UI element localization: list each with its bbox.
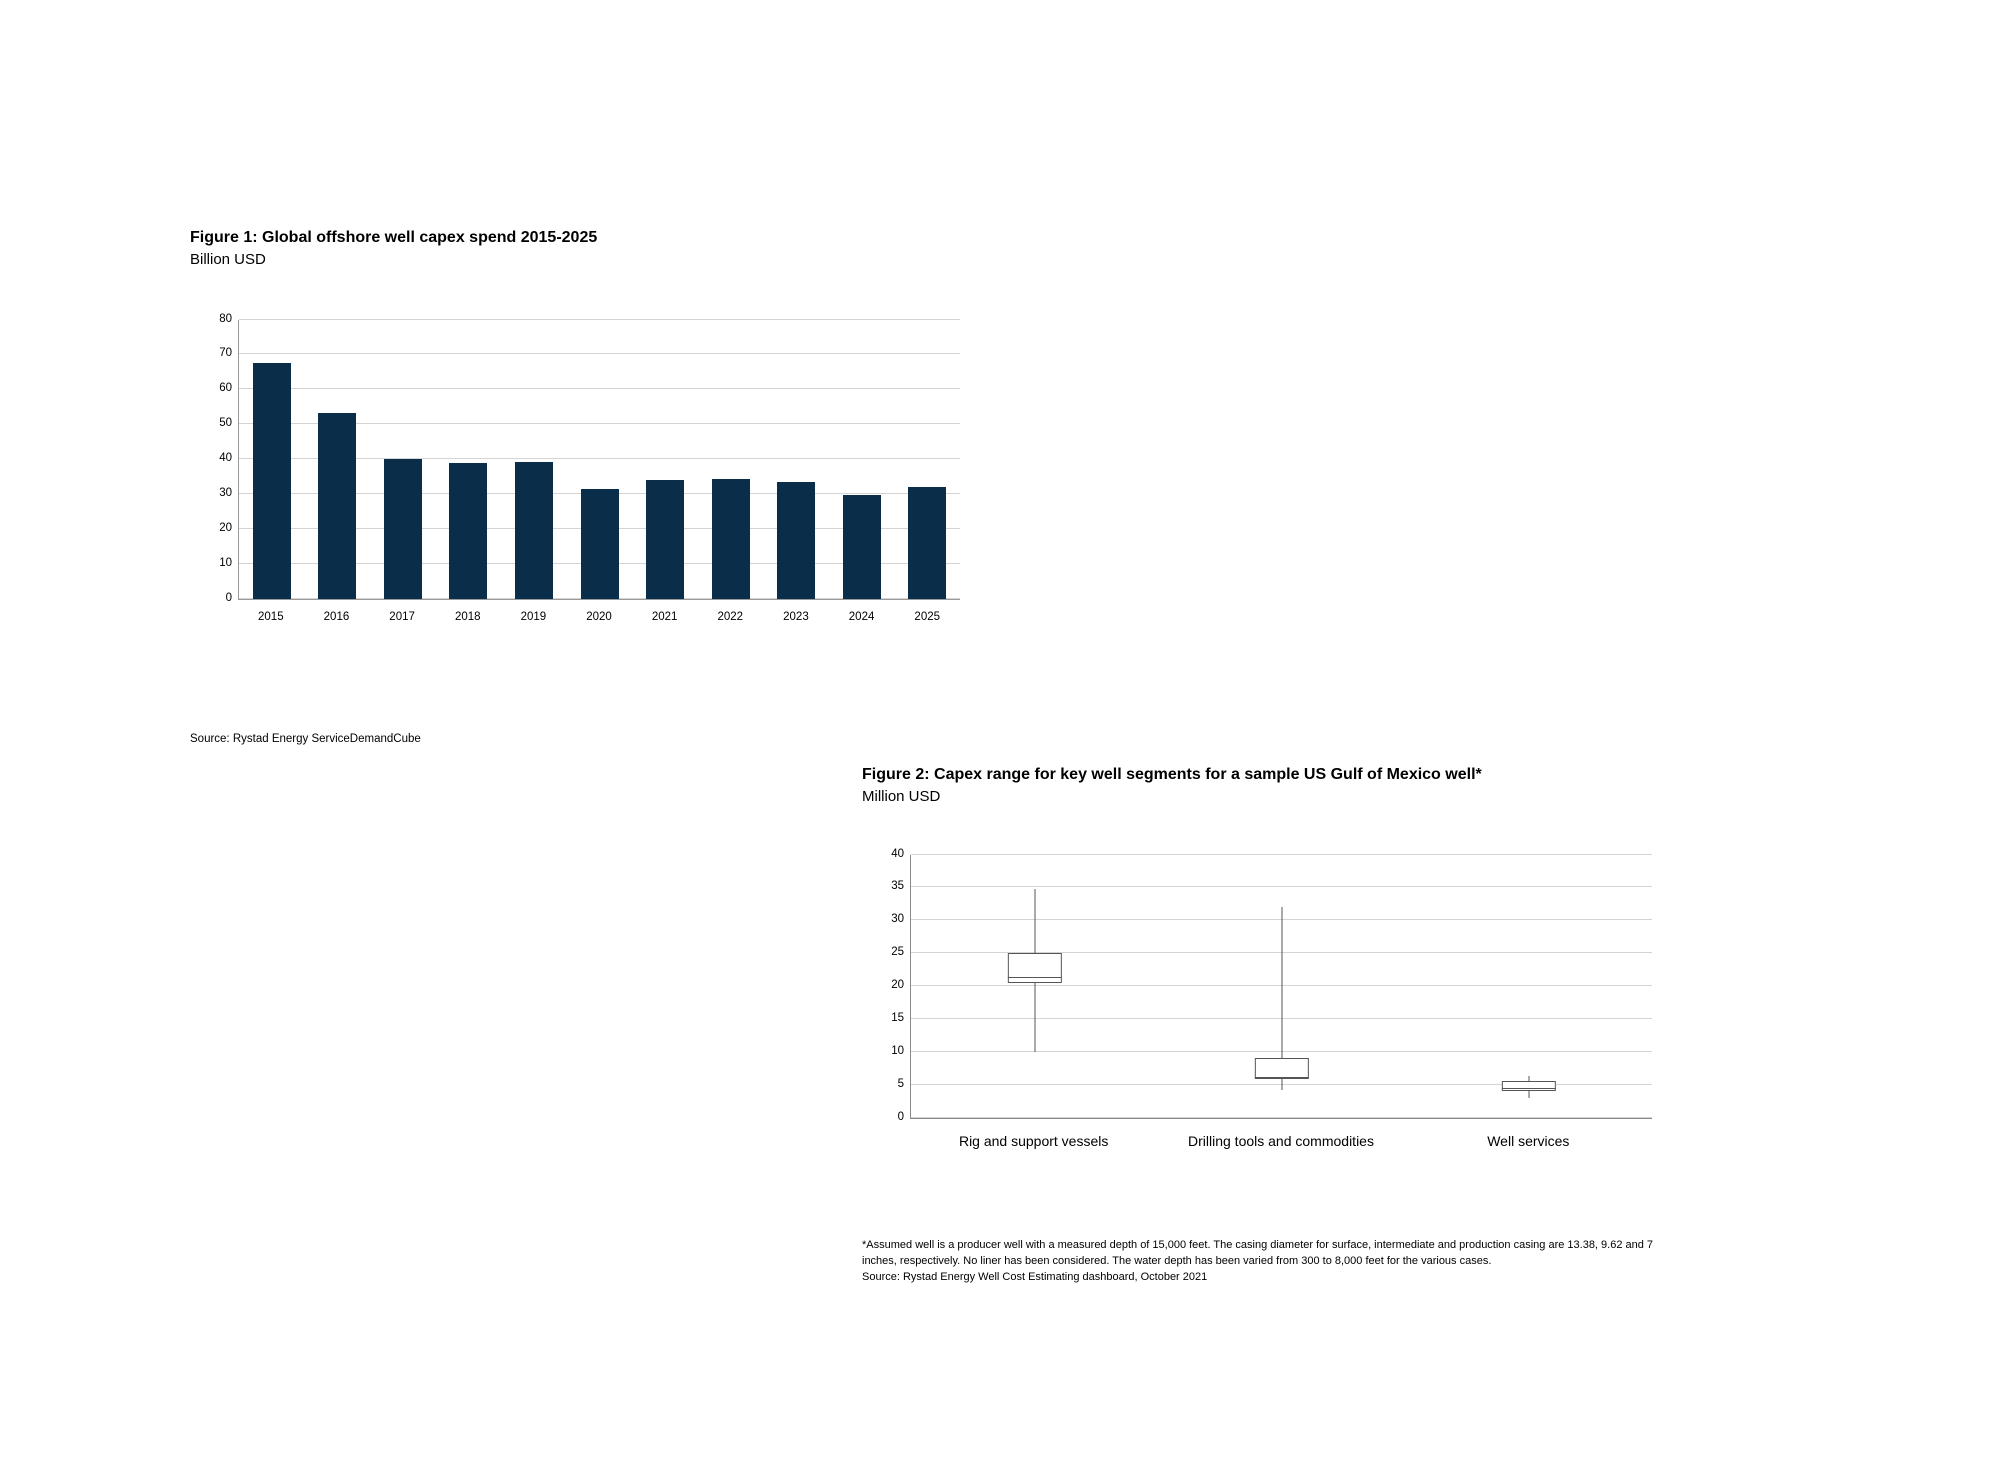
figure-2-x-axis-labels	[910, 1121, 1652, 1155]
y-axis-tick-label: 80	[219, 312, 232, 325]
figure-2-footnote: *Assumed well is a producer well with a measured depth of 15,000 feet. The casing diameter for surface, intermediate and production casing are 13.38, 9.62 and 7 inches, respectively. No liner has been considered. The water depth has been varied from 300 to 8,000 feet for the various cases.	[862, 1239, 1654, 1267]
y-axis-tick-label: 30	[219, 486, 232, 499]
x-axis-tick-label: 2025	[914, 610, 941, 623]
figure-2-chart	[862, 847, 1652, 1155]
y-axis-tick-label: 20	[891, 979, 904, 991]
y-axis-tick-label: 70	[219, 347, 232, 360]
bar-slot	[632, 320, 698, 599]
median-line	[1501, 1088, 1555, 1089]
figure-1-title: Figure 1: Global offshore well capex spend 2015-2025	[190, 229, 598, 246]
figure-1-plot-area	[219, 312, 960, 604]
box-slot	[911, 855, 1158, 1118]
figure-1-bars	[239, 320, 960, 599]
figure-1-source: Source: Rystad Energy ServiceDemandCube	[190, 733, 421, 745]
x-axis-tick-label: Rig and support vessels	[958, 1132, 1109, 1149]
x-axis-tick-label: 2017	[389, 610, 415, 623]
figure-2-plot-area	[891, 847, 1652, 1123]
figure-2-title: Figure 2: Capex range for key well segments for a sample US Gulf of Mexico well*	[862, 766, 1482, 783]
bar	[908, 487, 946, 599]
figure-1-chart	[190, 312, 960, 630]
figure-2-boxes	[911, 855, 1652, 1118]
y-axis-tick-label: 5	[897, 1077, 904, 1090]
y-axis-tick-label: 60	[219, 382, 232, 395]
x-axis-tick-label: Drilling tools and commodities	[1188, 1132, 1374, 1149]
x-axis-tick-label: Well services	[1487, 1132, 1570, 1149]
figure-2-source: Source: Rystad Energy Well Cost Estimating dashboard, October 2021	[862, 1270, 1208, 1283]
y-axis-tick-label: 40	[219, 452, 232, 464]
bar-slot	[829, 320, 895, 599]
bar	[384, 459, 422, 599]
bar	[777, 482, 815, 598]
bar-slot	[305, 320, 371, 599]
y-axis-tick-label: 10	[891, 1044, 904, 1057]
y-axis-tick-label: 10	[219, 556, 232, 569]
median-line	[1007, 977, 1061, 978]
bar	[449, 463, 487, 599]
x-axis-tick-label: 2019	[520, 610, 547, 623]
bar	[318, 413, 356, 599]
x-axis-tick-label: 2024	[848, 610, 875, 623]
bar	[253, 363, 291, 598]
x-axis-tick-label: 2020	[586, 610, 612, 623]
bar	[646, 480, 684, 599]
figure-2	[862, 765, 1692, 1155]
y-axis-tick-label: 40	[891, 847, 904, 860]
box	[1007, 953, 1061, 983]
bar-slot	[567, 320, 633, 599]
bar	[712, 479, 750, 598]
figure-2-subtitle: Million USD	[862, 788, 941, 805]
bar-slot	[698, 320, 764, 599]
bar-slot	[894, 320, 960, 599]
y-axis-tick-label: 15	[891, 1011, 904, 1024]
bar-slot	[763, 320, 829, 599]
median-line	[1254, 1077, 1308, 1078]
x-axis-tick-label: 2023	[783, 610, 809, 623]
figure-1	[190, 228, 1010, 630]
y-axis-tick-label: 50	[219, 417, 232, 430]
y-axis-tick-label: 30	[891, 913, 904, 926]
figure-2-notes	[862, 1238, 1682, 1286]
x-axis-tick-label: 2018	[454, 610, 481, 623]
x-axis-tick-label: 2022	[717, 610, 744, 623]
bar-slot	[370, 320, 436, 599]
box-slot	[1405, 855, 1652, 1118]
y-axis-tick-label: 25	[891, 946, 904, 959]
figure-1-subtitle: Billion USD	[190, 251, 266, 268]
bar	[843, 495, 881, 599]
y-axis-tick-label: 0	[225, 591, 232, 604]
x-axis-tick-label: 2016	[323, 610, 350, 623]
bar	[515, 462, 553, 598]
y-axis-tick-label: 35	[891, 880, 904, 893]
bar-slot	[436, 320, 502, 599]
box-slot	[1158, 855, 1405, 1118]
bar-slot	[501, 320, 567, 599]
bar-slot	[239, 320, 305, 599]
y-axis-tick-label: 0	[897, 1110, 904, 1123]
y-axis-tick-label: 20	[219, 521, 232, 534]
figure-1-x-axis-labels	[238, 602, 960, 630]
x-axis-tick-label: 2021	[651, 610, 678, 623]
bar	[581, 489, 619, 598]
x-axis-tick-label: 2015	[258, 610, 284, 623]
